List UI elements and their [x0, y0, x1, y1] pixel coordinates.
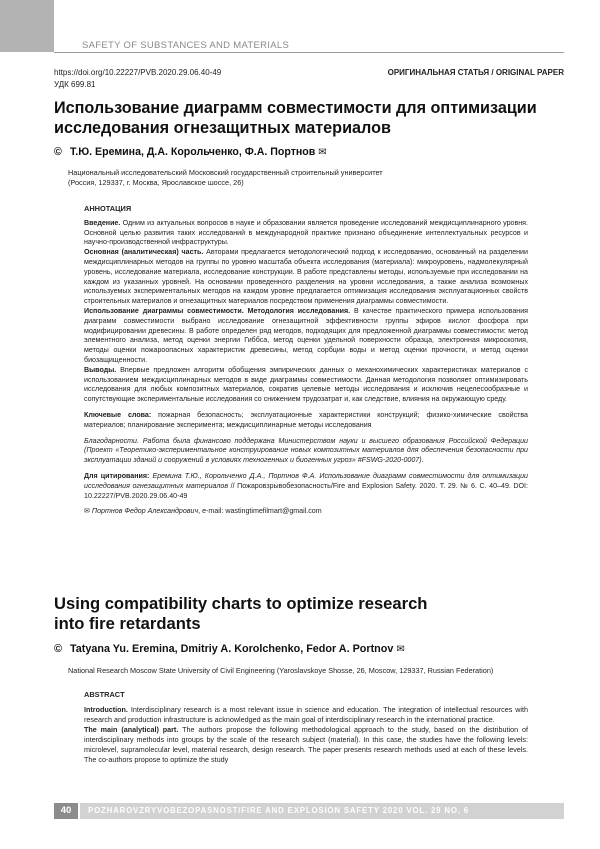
page-number: 40: [54, 803, 78, 819]
abstract-ru-heading: АННОТАЦИЯ: [84, 204, 132, 213]
header-rule: [54, 52, 564, 53]
abstract-ru: [84, 204, 528, 517]
abstract-en-intro: [84, 705, 528, 725]
abstract-en-heading: ABSTRACT: [84, 690, 125, 699]
keywords-ru: [84, 411, 528, 431]
udk-code: УДК 699.81: [54, 80, 96, 89]
affiliation-ru-line1: Национальный исследовательский Московский государственный строительный университет: [68, 168, 383, 177]
intro-label: Введение.: [84, 218, 121, 227]
abstract-en-main: [84, 725, 528, 765]
citation-ru: [84, 472, 528, 501]
citation-italic: Еремина Т.Ю., Корольченко Д.А., Портнов Ф.А. Использование диаграмм совместимости для оптимизации исследования огнезащитных материалов: [84, 471, 528, 490]
copyright-icon-en: ©: [54, 643, 62, 655]
abstract-en: [84, 690, 528, 765]
copyright-icon: ©: [54, 146, 62, 158]
authors-en-names: Tatyana Yu. Eremina, Dmitriy A. Korolchenko, Fedor A. Portnov: [70, 643, 394, 655]
abstract-ru-main: [84, 248, 528, 307]
main-label-en: The main (analytical) part.: [84, 725, 179, 734]
method-label: Использование диаграммы совместимости. Методология исследования.: [84, 306, 351, 315]
contact-ru: [84, 507, 528, 517]
main-text-en: The authors propose the following methodological approach to the study, based on the distribution of interdisciplinary methods into groups by the scale of the research subject (material). In this case, the studies have the following levels: microlevel, supramolecular level, material research, design research. The paper presents research methods used at each of these levels. The co-authors propose to optimize the study: [84, 725, 528, 764]
citation-label: Для цитирования:: [84, 471, 150, 480]
journal-section-title: SAFETY OF SUBSTANCES AND MATERIALS: [82, 40, 290, 51]
main-label: Основная (аналитическая) часть.: [84, 248, 204, 257]
affiliation-ru-line2: (Россия, 129337, г. Москва, Ярославское шоссе, 26): [68, 178, 244, 187]
contact-mail-icon: ✉: [84, 507, 90, 516]
funding-label: Благодарности.: [84, 436, 139, 445]
method-text: В качестве практического примера использования диаграмм совместимости выбрано исследование огнезащитной эффективности группы эфиров кислот фосфора при модифицировании древесины. В работе определен ряд методов, подходящих для предложенной диаграммы совместимости: метод элементного анализа, метод оценки энергии Гиббса, метод оценки удельной поверхности образца, электронная микроскопия, методы оценки пожароопасных характеристик древесины, метод сорбции воды и метод оценки прочности, и метод оценки биозащищенности.: [84, 306, 528, 364]
contact-email[interactable]: , e-mail: wastingtimefilmart@gmail.com: [198, 507, 322, 516]
citation-rest: // Пожаровзрывобезопасность/Fire and Explosion Safety. 2020. Т. 29. № 6. С. 40–49. DOI: 10.22227/PVB.2020.29.06.40-49: [84, 481, 529, 500]
intro-label-en: Introduction.: [84, 705, 128, 714]
abstract-ru-method: [84, 307, 528, 366]
footer-journal-line: POZHAROVZRYVOBEZOPASNOST/FIRE AND EXPLOSION SAFETY 2020 VOL. 29 NO. 6: [88, 806, 469, 815]
header-color-block: [0, 0, 54, 52]
article-type-label: ОРИГИНАЛЬНАЯ СТАТЬЯ / ORIGINAL PAPER: [387, 68, 564, 77]
affiliation-ru: [68, 168, 548, 188]
contact-name: Портнов Федор Александрович: [89, 507, 199, 516]
keywords-label: Ключевые слова:: [84, 410, 152, 419]
intro-text-en: Interdisciplinary research is a most relevant issue in science and education. The integration of intellectual resources with research and production infrastructure is acknowledged as the main goal of interdisciplinary research in the international practice.: [84, 705, 528, 724]
main-text: Авторами предлагается методологический подход к исследованию, основанный на разделении междисциплинарных методов на группы по уровню масштаба объекта исследования (материала): микроуровень, надмолекулярный уровень, исследование материала, исследование конструкции. В работе представлены методы, используемые при исследовании на каждом из указанных уровней. На основании проведенного разделения на уровни исследования, а также анализа возможных используемых экспериментальных методов на каждом уровне предлагается оптимизация исследования эксплуатационных свойств строительных материалов и огнезащитных материалов посредством применения диаграммы совместимости.: [84, 248, 528, 306]
abstract-ru-conclusions: [84, 366, 528, 405]
doi-link[interactable]: https://doi.org/10.22227/PVB.2020.29.06.40-49: [54, 68, 222, 77]
keywords-text: пожарная безопасность; эксплуатационные характеристики конструкций; физико-химические свойства материалов; планирование эксперимента; междисциплинарные методы исследования: [84, 410, 529, 429]
funding-ru: [84, 437, 528, 466]
affiliation-en: National Research Moscow State University of Civil Engineering (Yaroslavskoye Shosse, 26, Moscow, 129337, Russian Federation): [68, 666, 494, 675]
funding-text: Работа была финансово поддержана Министерством науки и высшего образования Российской Федерации (Проект «Теоретико-экспериментальное конструирование новых композитных материалов для обеспечения безопасности при эксплуатации зданий и сооружений в условиях техногенных и биогенных угроз» #FSWG-2020-0007).: [84, 436, 528, 465]
mail-icon-en[interactable]: ✉: [396, 644, 405, 655]
conclusions-text: Впервые предложен алгоритм обобщения эмпирических данных о механохимических характеристиках материалов с использованием междисциплинарных методов в виде диаграммы совместимости. Данная методология позволяет оптимизировать исследования для любых композитных материалов, сократив целевые методы исследования и исключив нецелесообразные и сопутствующие экспериментальные исследования со снижением трудозатрат и, как следствие, влияния на окружающую среду.: [84, 365, 528, 404]
authors-ru: [54, 146, 327, 158]
authors-ru-names: Т.Ю. Еремина, Д.А. Корольченко, Ф.А. Портнов: [70, 146, 316, 158]
intro-text: Одним из актуальных вопросов в науке и образовании является проведение исследований междисциплинарного уровня. Основной целью развития таких исследований в международной практике признано объединение интеллектуальных ресурсов и научно-производственной инфраструктуры.: [84, 218, 528, 247]
title-ru: Использование диаграмм совместимости для оптимизации исследования огнезащитных материалов: [54, 99, 537, 137]
authors-en: [54, 643, 405, 655]
abstract-ru-intro: [84, 219, 528, 248]
conclusions-label: Выводы.: [84, 365, 117, 374]
mail-icon[interactable]: ✉: [318, 147, 327, 158]
title-en: Using compatibility charts to optimize research into fire retardants: [54, 594, 428, 633]
